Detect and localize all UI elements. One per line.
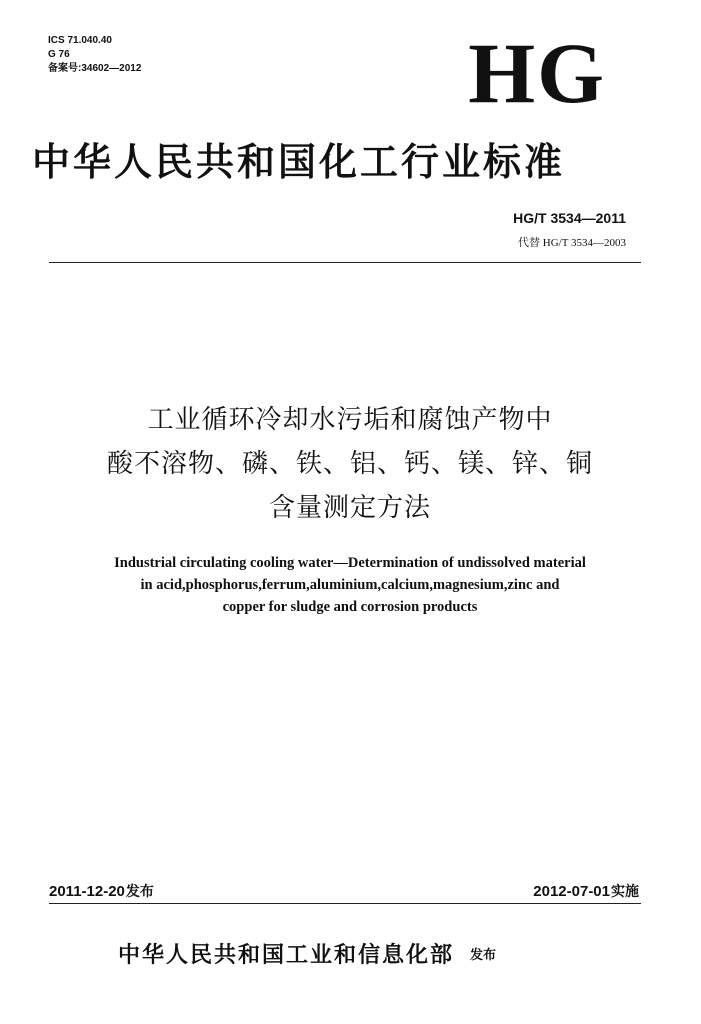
chinese-title-line-1: 工业循环冷却水污垢和腐蚀产物中 [147,405,553,435]
replaces-standard: 代替 HG/T 3534—2003 [518,237,626,249]
english-title-line-2: in acid,phosphorus,ferrum,aluminium,calcium,magnesium,zinc and [140,577,560,593]
issuer-name: 中华人民共和国工业和信息化部 [118,942,455,968]
standard-category-title: 中华人民共和国化工行业标准 [32,139,566,184]
standard-number: HG/T 3534—2011 [513,210,626,226]
implementation-date-label: 实施 [611,884,639,900]
classification-block [48,34,141,76]
issue-date [49,881,154,901]
chinese-title-line-3: 含量测定方法 [268,493,431,523]
ccs-code: G 76 [48,49,70,60]
issue-date-label: 发布 [125,884,154,900]
ics-code: ICS 71.040.40 [48,35,112,46]
hg-logo: HG [468,25,606,121]
bottom-divider [49,903,641,904]
english-title-line-1: Industrial circulating cooling water—Determination of undissolved material [114,555,586,571]
issuer-verb: 发布 [470,948,497,963]
issuing-authority [118,938,496,969]
issue-date-value: 2011-12-20 [49,883,125,900]
implementation-date-value: 2012-07-01 [533,883,610,900]
top-divider [49,262,641,263]
english-title-line-3: copper for sludge and corrosion products [222,599,478,615]
implementation-date [533,881,639,901]
filing-number: 备案号:34602—2012 [48,63,142,74]
chinese-title-line-2: 酸不溶物、磷、铁、铝、钙、镁、锌、铜 [106,449,593,479]
english-title [50,552,650,618]
chinese-title [50,398,650,530]
